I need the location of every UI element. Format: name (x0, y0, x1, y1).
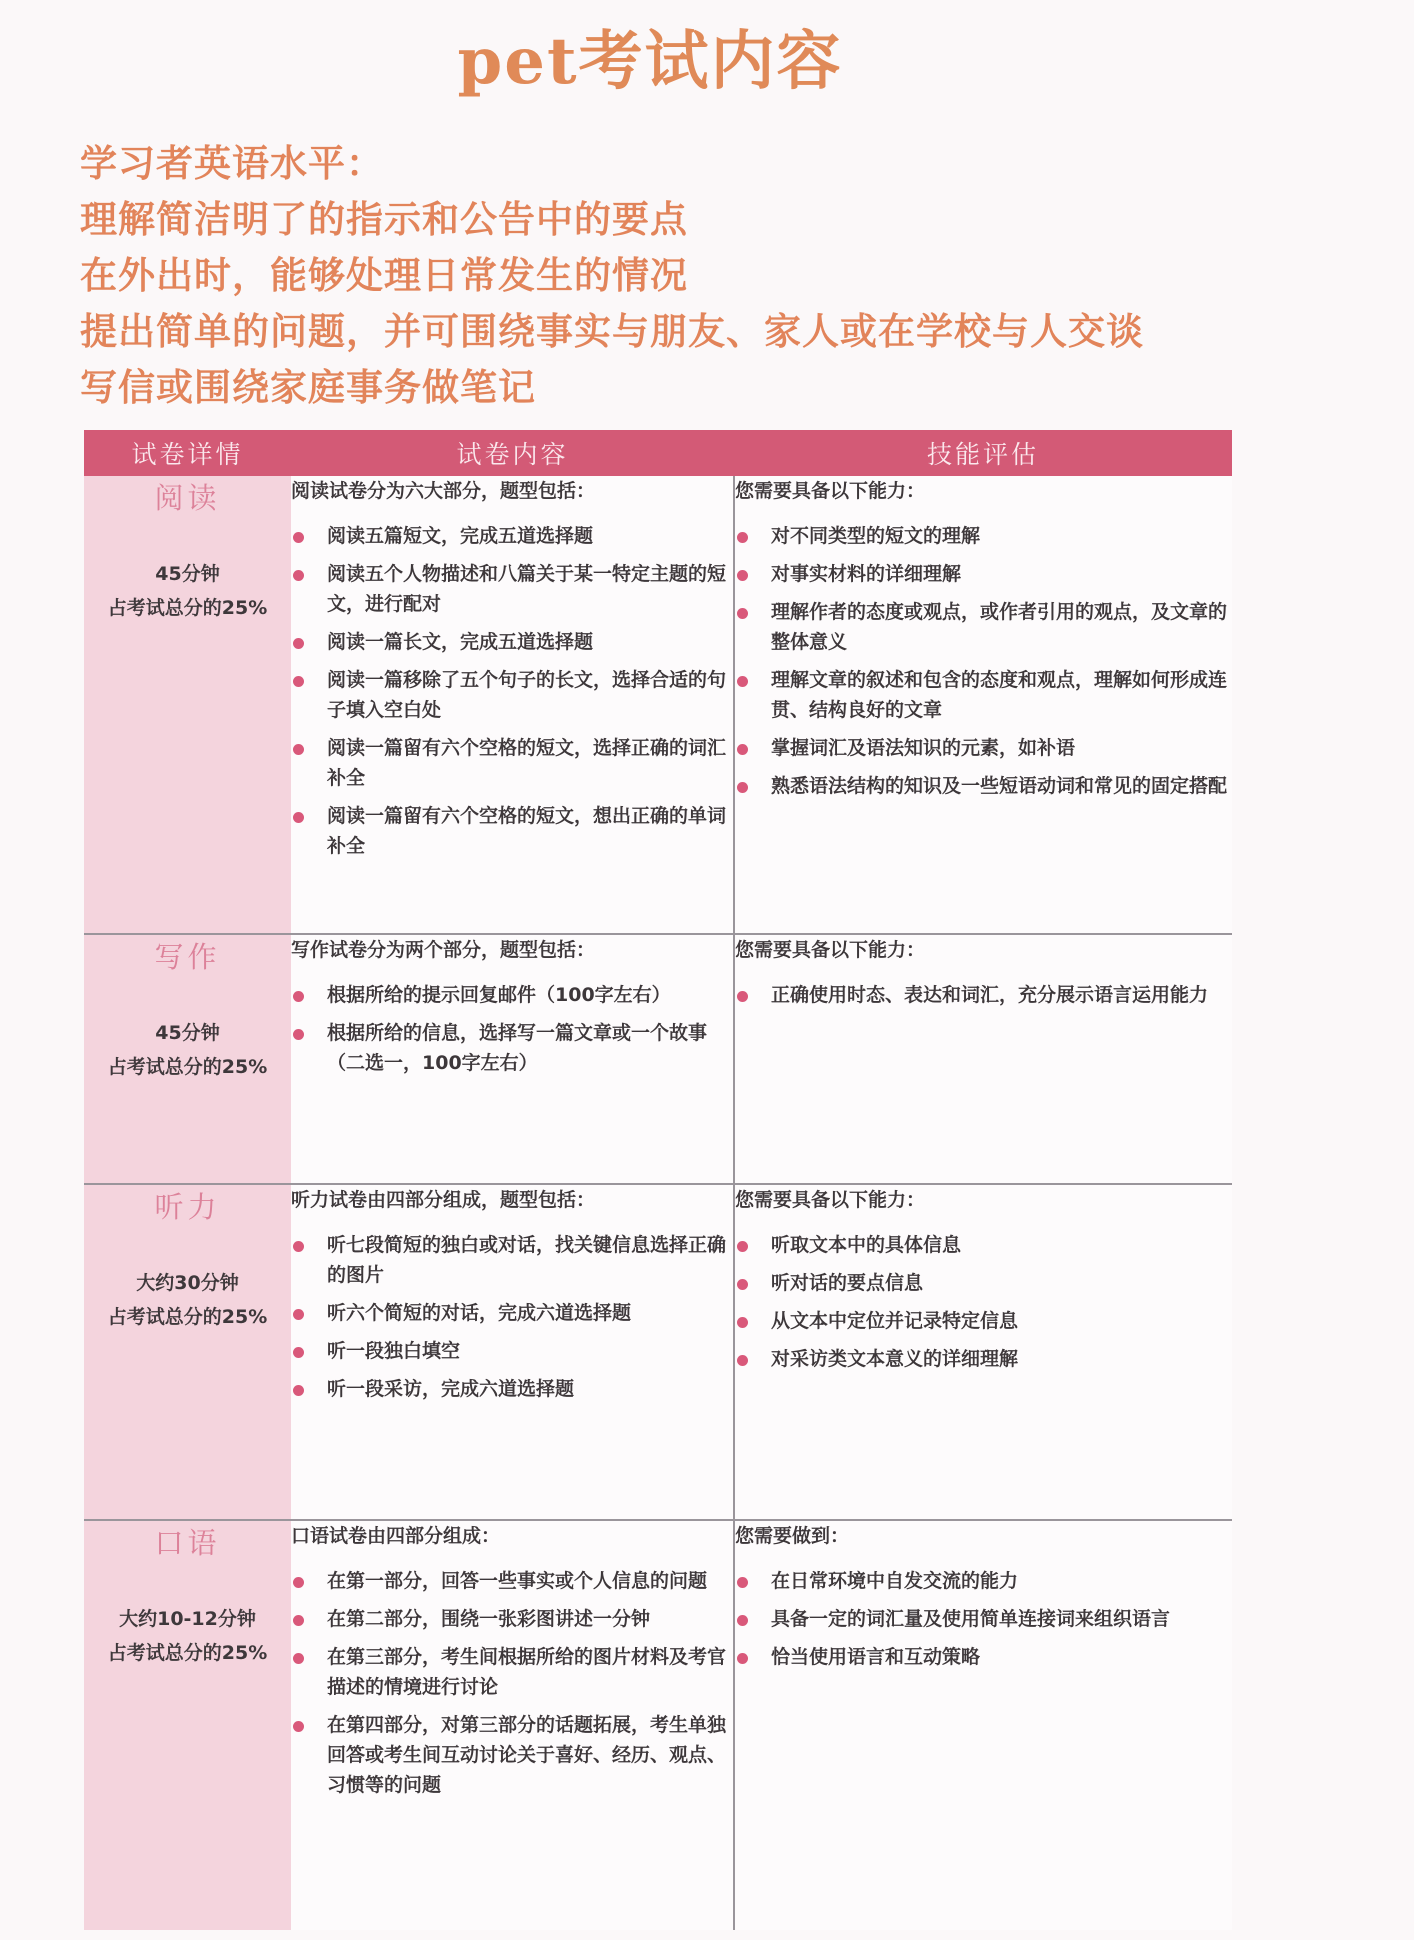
section-row-reading (84, 476, 1232, 934)
list-item: 理解作者的态度或观点，或作者引用的观点，及文章的整体意义 (735, 597, 1232, 657)
list-item: 在第三部分，考生间根据所给的图片材料及考官描述的情境进行讨论 (291, 1642, 733, 1702)
list-item: 对采访类文本意义的详细理解 (735, 1344, 1232, 1374)
section-time: 大约10-12分钟 (119, 1608, 256, 1630)
section-label (84, 934, 291, 1184)
section-content (291, 1520, 734, 1930)
section-row-speaking (84, 1520, 1232, 1930)
list-item: 对不同类型的短文的理解 (735, 521, 1232, 551)
header-details: 试卷详情 (84, 430, 291, 476)
section-content (291, 934, 734, 1184)
list-item: 阅读一篇留有六个空格的短文，选择正确的词汇补全 (291, 733, 733, 793)
skills-intro: 您需要具备以下能力： (735, 480, 926, 502)
section-label (84, 1520, 291, 1930)
content-intro: 写作试卷分为两个部分，题型包括： (291, 939, 596, 961)
list-item: 在第二部分，围绕一张彩图讲述一分钟 (291, 1604, 733, 1634)
list-item: 掌握词汇及语法知识的元素，如补语 (735, 733, 1232, 763)
section-skills (734, 1184, 1232, 1520)
content-list (291, 980, 733, 1078)
section-content (291, 1184, 734, 1520)
list-item: 对事实材料的详细理解 (735, 559, 1232, 589)
list-item: 听取文本中的具体信息 (735, 1230, 1232, 1260)
list-item: 在日常环境中自发交流的能力 (735, 1566, 1232, 1596)
section-label (84, 476, 291, 934)
section-weight: 占考试总分的25% (107, 1642, 268, 1664)
list-item: 听七段简短的独白或对话，找关键信息选择正确的图片 (291, 1230, 733, 1290)
section-row-writing (84, 934, 1232, 1184)
intro-heading: 学习者英语水平： (80, 141, 384, 185)
intro-line: 理解简洁明了的指示和公告中的要点 (80, 197, 688, 241)
content-intro: 听力试卷由四部分组成，题型包括： (291, 1189, 596, 1211)
list-item: 阅读五篇短文，完成五道选择题 (291, 521, 733, 551)
list-item: 正确使用时态、表达和词汇，充分展示语言运用能力 (735, 980, 1232, 1010)
skills-list (735, 980, 1232, 1010)
section-skills (734, 1520, 1232, 1930)
list-item: 阅读一篇移除了五个句子的长文，选择合适的句子填入空白处 (291, 665, 733, 725)
list-item: 阅读五个人物描述和八篇关于某一特定主题的短文，进行配对 (291, 559, 733, 619)
section-skills (734, 934, 1232, 1184)
content-list (291, 1566, 733, 1800)
list-item: 阅读一篇长文，完成五道选择题 (291, 627, 733, 657)
section-time: 45分钟 (155, 1022, 220, 1044)
section-content (291, 476, 734, 934)
content-list (291, 1230, 733, 1404)
section-name: 听力 (154, 1190, 221, 1224)
section-name: 口语 (154, 1526, 221, 1560)
list-item: 阅读一篇留有六个空格的短文，想出正确的单词补全 (291, 801, 733, 861)
list-item: 听六个简短的对话，完成六道选择题 (291, 1298, 733, 1328)
list-item: 理解文章的叙述和包含的态度和观点，理解如何形成连贯、结构良好的文章 (735, 665, 1232, 725)
list-item: 听对话的要点信息 (735, 1268, 1232, 1298)
content-list (291, 521, 733, 861)
section-skills (734, 476, 1232, 934)
intro-line: 写信或围绕家庭事务做笔记 (80, 365, 536, 409)
skills-intro: 您需要具备以下能力： (735, 1189, 926, 1211)
list-item: 熟悉语法结构的知识及一些短语动词和常见的固定搭配 (735, 771, 1232, 801)
section-weight: 占考试总分的25% (107, 597, 268, 619)
section-row-listening (84, 1184, 1232, 1520)
skills-list (735, 1230, 1232, 1374)
table-header-row (84, 430, 1232, 476)
section-label (84, 1184, 291, 1520)
list-item: 听一段独白填空 (291, 1336, 733, 1366)
list-item: 在第四部分，对第三部分的话题拓展，考生单独回答或考生间互动讨论关于喜好、经历、观点、习惯等的问题 (291, 1710, 733, 1800)
list-item: 根据所给的信息，选择写一篇文章或一个故事（二选一，100字左右） (291, 1018, 733, 1078)
list-item: 在第一部分，回答一些事实或个人信息的问题 (291, 1566, 733, 1596)
intro-line: 在外出时，能够处理日常发生的情况 (80, 253, 688, 297)
list-item: 具备一定的词汇量及使用简单连接词来组织语言 (735, 1604, 1232, 1634)
list-item: 从文本中定位并记录特定信息 (735, 1306, 1232, 1336)
section-time: 大约30分钟 (136, 1272, 239, 1294)
exam-table (84, 430, 1232, 1930)
intro-block (80, 135, 1380, 415)
section-weight: 占考试总分的25% (107, 1056, 268, 1078)
list-item: 听一段采访，完成六道选择题 (291, 1374, 733, 1404)
skills-list (735, 1566, 1232, 1672)
list-item: 恰当使用语言和互动策略 (735, 1642, 1232, 1672)
header-content: 试卷内容 (291, 430, 734, 476)
skills-intro: 您需要具备以下能力： (735, 939, 926, 961)
skills-list (735, 521, 1232, 801)
section-name: 阅读 (154, 481, 221, 515)
section-name: 写作 (154, 940, 221, 974)
intro-line: 提出简单的问题，并可围绕事实与朋友、家人或在学校与人交谈 (80, 309, 1144, 353)
list-item: 根据所给的提示回复邮件（100字左右） (291, 980, 733, 1010)
section-time: 45分钟 (155, 563, 220, 585)
section-weight: 占考试总分的25% (107, 1306, 268, 1328)
content-intro: 口语试卷由四部分组成： (291, 1525, 501, 1547)
header-skills: 技能评估 (734, 430, 1232, 476)
content-intro: 阅读试卷分为六大部分，题型包括： (291, 480, 596, 502)
skills-intro: 您需要做到： (735, 1525, 850, 1547)
page-title: pet考试内容 (457, 24, 843, 99)
